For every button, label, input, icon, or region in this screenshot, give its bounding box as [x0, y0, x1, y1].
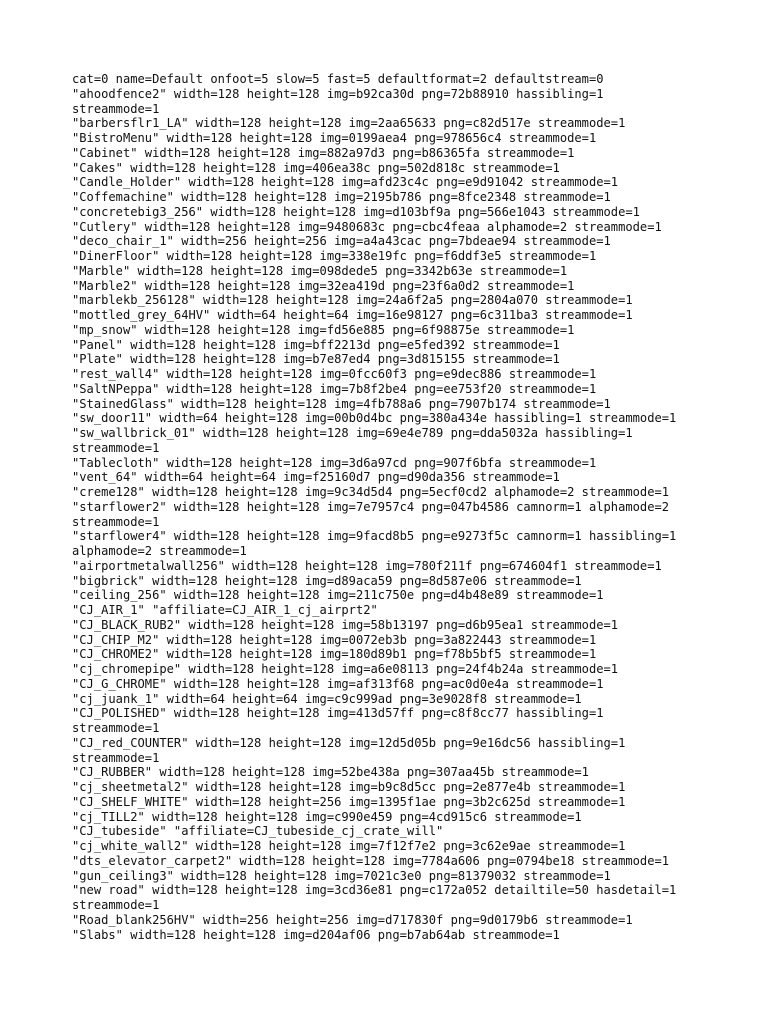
- text-line: "Cakes" width=128 height=128 img=406ea38c png=502d818c streammode=1: [72, 160, 560, 175]
- text-line: "starflower4" width=128 height=128 img=9facd8b5 png=e9273f5c camnorm=1 hassibling=1: [72, 529, 677, 544]
- text-line: "cj_TILL2" width=128 height=128 img=c990e459 png=4cd915c6 streammode=1: [72, 809, 582, 824]
- text-line: "creme128" width=128 height=128 img=9c34d5d4 png=5ecf0cd2 alphamode=2 streammode=1: [72, 485, 670, 499]
- text-line: cat=0 name=Default onfoot=5 slow=5 fast=5 defaultformat=2 defaultstream=0: [72, 72, 604, 86]
- text-line: "starflower2" width=128 height=128 img=7e7957c4 png=047b4586 camnorm=1 alphamode=2: [72, 499, 670, 514]
- text-line: "CJ_BLACK_RUB2" width=128 height=128 img=58b13197 png=d6b95ea1 streammode=1: [72, 617, 619, 632]
- text-line: "CJ_tubeside" "affiliate=CJ_tubeside_cj_crate_will": [72, 824, 444, 839]
- text-line: "barbersflr1_LA" width=128 height=128 img=2aa65633 png=c82d517e streammode=1: [72, 116, 626, 131]
- text-line: "new road" width=128 height=128 img=3cd36e81 png=c172a052 detailtile=50 hasdetail=1: [72, 883, 677, 898]
- text-line: "Slabs" width=128 height=128 img=d204af06 png=b7ab64ab streammode=1: [72, 927, 560, 942]
- text-line: "BistroMenu" width=128 height=128 img=0199aea4 png=978656c4 streammode=1: [72, 131, 597, 145]
- text-line: "SaltNPeppa" width=128 height=128 img=7b8f2be4 png=ee753f20 streammode=1: [72, 381, 597, 396]
- text-line: "vent_64" width=64 height=64 img=f25160d7 png=d90da356 streammode=1: [72, 470, 560, 485]
- text-line: streammode=1: [72, 101, 160, 116]
- text-line: "bigbrick" width=128 height=128 img=d89aca59 png=8d587e06 streammode=1: [72, 573, 582, 588]
- text-line: "ahoodfence2" width=128 height=128 img=b92ca30d png=72b88910 hassibling=1: [72, 86, 604, 101]
- text-line: "sw_wallbrick_01" width=128 height=128 img=69e4e789 png=dda5032a hassibling=1: [72, 426, 633, 440]
- text-line: "gun_ceiling3" width=128 height=128 img=7021c3e0 png=81379032 streammode=1: [72, 868, 611, 883]
- text-line: "CJ_RUBBER" width=128 height=128 img=52be438a png=307aa45b streammode=1: [72, 765, 589, 780]
- text-line: "DinerFloor" width=128 height=128 img=338e19fc png=f6ddf3e5 streammode=1: [72, 249, 597, 263]
- text-line: "concretebig3_256" width=128 height=128 img=d103bf9a png=566e1043 streammode=1: [72, 204, 640, 219]
- text-line: "sw_door11" width=64 height=128 img=00b0d4bc png=380a434e hassibling=1 streammode=1: [72, 411, 677, 426]
- text-line: "Cutlery" width=128 height=128 img=9480683c png=cbc4feaa alphamode=2 streammode=1: [72, 219, 662, 234]
- text-line: "CJ_G_CHROME" width=128 height=128 img=af313f68 png=ac0d0e4a streammode=1: [72, 676, 604, 691]
- text-line: "Tablecloth" width=128 height=128 img=3d6a97cd png=907f6bfa streammode=1: [72, 455, 597, 470]
- text-line: "CJ_CHIP_M2" width=128 height=128 img=0072eb3b png=3a822443 streammode=1: [72, 632, 597, 647]
- text-line: "CJ_POLISHED" width=128 height=128 img=413d57ff png=c8f8cc77 hassibling=1: [72, 706, 604, 721]
- text-line: "Cabinet" width=128 height=128 img=882a97d3 png=b86365fa streammode=1: [72, 145, 575, 160]
- text-line: "Marble2" width=128 height=128 img=32ea419d png=23f6a0d2 streammode=1: [72, 278, 575, 293]
- text-line: "StainedGlass" width=128 height=128 img=4fb788a6 png=7907b174 streammode=1: [72, 396, 611, 411]
- text-line: alphamode=2 streammode=1: [72, 544, 247, 558]
- text-line: "cj_chromepipe" width=128 height=128 img=a6e08113 png=24f4b24a streammode=1: [72, 662, 619, 676]
- text-line: "Coffemachine" width=128 height=128 img=2195b786 png=8fce2348 streammode=1: [72, 190, 611, 204]
- text-line: "Candle_Holder" width=128 height=128 img=afd23c4c png=e9d91042 streammode=1: [72, 175, 619, 190]
- text-line: "cj_white_wall2" width=128 height=128 img=7f12f7e2 png=3c62e9ae streammode=1: [72, 839, 626, 853]
- text-line: streammode=1: [72, 750, 160, 765]
- text-line: "Marble" width=128 height=128 img=098dede5 png=3342b63e streammode=1: [72, 263, 568, 278]
- text-line: "Panel" width=128 height=128 img=bff2213d png=e5fed392 streammode=1: [72, 337, 560, 352]
- text-line: "CJ_CHROME2" width=128 height=128 img=180d89b1 png=f78b5bf5 streammode=1: [72, 647, 597, 662]
- text-line: "mp_snow" width=128 height=128 img=fd56e885 png=6f98875e streammode=1: [72, 322, 575, 337]
- text-line: "CJ_SHELF_WHITE" width=128 height=256 img=1395f1ae png=3b2c625d streammode=1: [72, 794, 626, 809]
- text-line: "Plate" width=128 height=128 img=b7e87ed4 png=3d815155 streammode=1: [72, 352, 560, 367]
- text-line: "rest_wall4" width=128 height=128 img=0fcc60f3 png=e9dec886 streammode=1: [72, 367, 597, 381]
- text-line: "CJ_red_COUNTER" width=128 height=128 img=12d5d05b png=9e16dc56 hassibling=1: [72, 735, 626, 750]
- text-line: "deco_chair_1" width=256 height=256 img=a4a43cac png=7bdeae94 streammode=1: [72, 234, 611, 249]
- text-line: streammode=1: [72, 721, 160, 735]
- text-line: "Road_blank256HV" width=256 height=256 img=d717830f png=9d0179b6 streammode=1: [72, 912, 633, 927]
- text-line: streammode=1: [72, 514, 160, 529]
- text-line: "cj_juank_1" width=64 height=64 img=c9c999ad png=3e9028f8 streammode=1: [72, 691, 582, 706]
- text-line: "mottled_grey_64HV" width=64 height=64 img=16e98127 png=6c311ba3 streammode=1: [72, 308, 633, 322]
- text-line: streammode=1: [72, 440, 160, 455]
- text-line: "ceiling_256" width=128 height=128 img=211c750e png=d4b48e89 streammode=1: [72, 588, 604, 603]
- text-line: "marblekb_256128" width=128 height=128 img=24a6f2a5 png=2804a070 streammode=1: [72, 293, 633, 308]
- text-line: "CJ_AIR_1" "affiliate=CJ_AIR_1_cj_airprt2": [72, 603, 378, 617]
- text-line: "cj_sheetmetal2" width=128 height=128 img=b9c8d5cc png=2e877e4b streammode=1: [72, 780, 626, 794]
- document-text: [72, 72, 712, 942]
- text-line: streammode=1: [72, 898, 160, 912]
- text-line: "dts_elevator_carpet2" width=128 height=128 img=7784a606 png=0794be18 streammode=1: [72, 853, 670, 868]
- text-line: "airportmetalwall256" width=128 height=128 img=780f211f png=674604f1 streammode=1: [72, 558, 662, 573]
